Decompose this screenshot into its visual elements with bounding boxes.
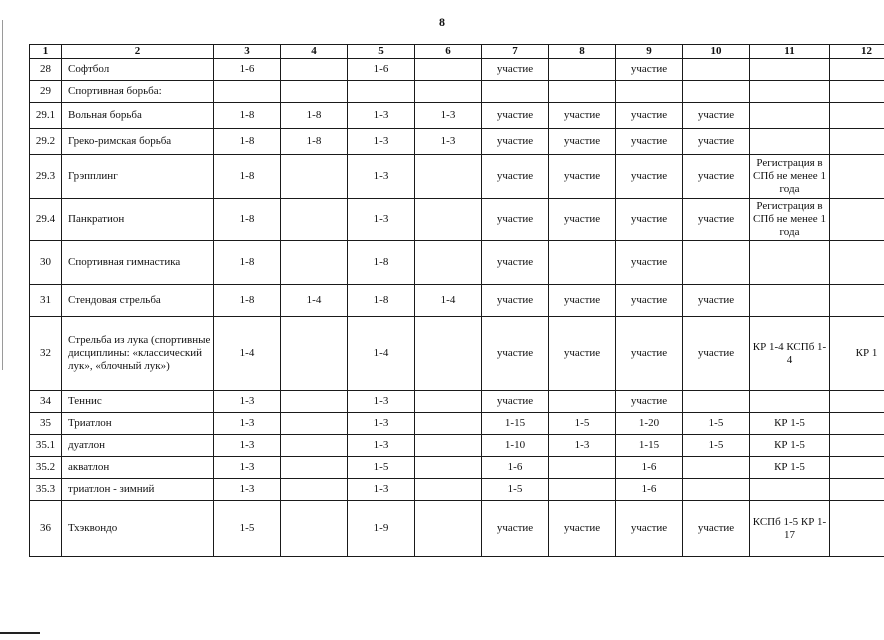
value-cell	[549, 457, 616, 479]
value-cell	[683, 479, 750, 501]
value-cell	[830, 413, 884, 435]
value-cell: участие	[482, 241, 549, 285]
value-cell: 1-5	[683, 435, 750, 457]
value-cell: участие	[616, 199, 683, 241]
value-cell: 1-5	[482, 479, 549, 501]
sport-name-cell: Стрельба из лука (спортивные дисциплины: «классический лук», «блочный лук»)	[62, 317, 214, 391]
value-cell	[281, 155, 348, 199]
header-cell: 4	[281, 45, 348, 59]
value-cell: участие	[683, 501, 750, 557]
value-cell	[415, 155, 482, 199]
value-cell	[281, 479, 348, 501]
value-cell	[281, 59, 348, 81]
value-cell	[415, 457, 482, 479]
row-number-cell: 28	[30, 59, 62, 81]
value-cell: 1-3	[214, 391, 281, 413]
sport-name-cell: Стендовая стрельба	[62, 285, 214, 317]
value-cell: КР 1-5	[750, 457, 830, 479]
value-cell: Регистрация в СПб не менее 1 года	[750, 199, 830, 241]
table-row	[30, 59, 884, 81]
header-cell: 7	[482, 45, 549, 59]
value-cell	[830, 501, 884, 557]
value-cell	[683, 457, 750, 479]
value-cell: участие	[616, 59, 683, 81]
value-cell	[281, 81, 348, 103]
value-cell	[348, 81, 415, 103]
value-cell: 1-6	[348, 59, 415, 81]
sport-name-cell: акватлон	[62, 457, 214, 479]
value-cell	[281, 435, 348, 457]
value-cell: 1-5	[348, 457, 415, 479]
sport-name-cell: Теннис	[62, 391, 214, 413]
row-number-cell: 31	[30, 285, 62, 317]
value-cell	[549, 81, 616, 103]
sport-name-cell: Тхэквондо	[62, 501, 214, 557]
value-cell: участие	[683, 317, 750, 391]
value-cell: участие	[616, 241, 683, 285]
value-cell: участие	[683, 103, 750, 129]
value-cell	[830, 479, 884, 501]
value-cell: участие	[482, 391, 549, 413]
value-cell: 1-6	[616, 457, 683, 479]
value-cell: участие	[549, 155, 616, 199]
value-cell: 1-8	[348, 241, 415, 285]
value-cell: участие	[616, 103, 683, 129]
value-cell: 1-3	[415, 103, 482, 129]
header-cell: 12	[830, 45, 884, 59]
value-cell: 1-15	[616, 435, 683, 457]
value-cell: участие	[549, 317, 616, 391]
header-cell: 11	[750, 45, 830, 59]
value-cell: участие	[482, 59, 549, 81]
value-cell: участие	[482, 285, 549, 317]
value-cell	[750, 285, 830, 317]
value-cell: 1-6	[214, 59, 281, 81]
header-cell: 2	[62, 45, 214, 59]
value-cell: 1-5	[549, 413, 616, 435]
value-cell: участие	[683, 199, 750, 241]
value-cell	[750, 241, 830, 285]
value-cell: участие	[549, 103, 616, 129]
sport-name-cell: Софтбол	[62, 59, 214, 81]
value-cell: 1-3	[348, 155, 415, 199]
value-cell: 1-3	[348, 391, 415, 413]
table-row	[30, 317, 884, 391]
value-cell	[281, 199, 348, 241]
sport-name-cell: Триатлон	[62, 413, 214, 435]
table-row	[30, 241, 884, 285]
value-cell: КР 1-5	[750, 435, 830, 457]
row-number-cell: 29	[30, 81, 62, 103]
page-number: 8	[439, 15, 445, 29]
value-cell: участие	[616, 317, 683, 391]
row-number-cell: 30	[30, 241, 62, 285]
row-number-cell: 29.1	[30, 103, 62, 129]
value-cell	[415, 241, 482, 285]
value-cell: участие	[683, 155, 750, 199]
value-cell: участие	[482, 317, 549, 391]
sport-name-cell: Спортивная гимнастика	[62, 241, 214, 285]
value-cell	[830, 199, 884, 241]
value-cell: 1-4	[348, 317, 415, 391]
table-row	[30, 435, 884, 457]
value-cell: 1-3	[214, 479, 281, 501]
sport-name-cell: Грэпплинг	[62, 155, 214, 199]
scan-edge-line	[2, 20, 3, 370]
value-cell	[281, 413, 348, 435]
value-cell: 1-9	[348, 501, 415, 557]
value-cell: 1-8	[214, 103, 281, 129]
value-cell: участие	[549, 129, 616, 155]
value-cell	[830, 241, 884, 285]
value-cell	[415, 413, 482, 435]
value-cell: участие	[683, 285, 750, 317]
row-number-cell: 29.2	[30, 129, 62, 155]
value-cell: 1-5	[683, 413, 750, 435]
value-cell	[415, 59, 482, 81]
value-cell: 1-3	[214, 413, 281, 435]
value-cell: участие	[482, 199, 549, 241]
value-cell	[830, 285, 884, 317]
value-cell: участие	[683, 129, 750, 155]
value-cell: участие	[549, 501, 616, 557]
value-cell	[549, 391, 616, 413]
sport-name-cell: триатлон - зимний	[62, 479, 214, 501]
value-cell: участие	[482, 103, 549, 129]
value-cell	[830, 435, 884, 457]
value-cell: участие	[616, 391, 683, 413]
table-row	[30, 391, 884, 413]
value-cell: участие	[616, 155, 683, 199]
table-row	[30, 81, 884, 103]
value-cell: 1-8	[214, 199, 281, 241]
header-cell: 5	[348, 45, 415, 59]
table-row	[30, 199, 884, 241]
value-cell	[750, 391, 830, 413]
value-cell	[830, 59, 884, 81]
value-cell: 1-4	[281, 285, 348, 317]
value-cell: КСПб 1-5 КР 1-17	[750, 501, 830, 557]
value-cell: 1-8	[214, 241, 281, 285]
value-cell: КР 1-4 КСПб 1-4	[750, 317, 830, 391]
row-number-cell: 29.4	[30, 199, 62, 241]
value-cell	[214, 81, 281, 103]
value-cell: 1-6	[482, 457, 549, 479]
sport-name-cell: Спортивная борьба:	[62, 81, 214, 103]
row-number-cell: 34	[30, 391, 62, 413]
value-cell	[281, 241, 348, 285]
row-number-cell: 35.2	[30, 457, 62, 479]
row-number-cell: 35	[30, 413, 62, 435]
value-cell: 1-8	[214, 129, 281, 155]
value-cell: участие	[482, 155, 549, 199]
value-cell	[830, 457, 884, 479]
value-cell	[281, 501, 348, 557]
sport-name-cell: дуатлон	[62, 435, 214, 457]
value-cell	[281, 317, 348, 391]
header-cell: 3	[214, 45, 281, 59]
value-cell	[281, 457, 348, 479]
value-cell: 1-20	[616, 413, 683, 435]
value-cell	[415, 81, 482, 103]
value-cell: 1-3	[549, 435, 616, 457]
value-cell: 1-6	[616, 479, 683, 501]
value-cell: 1-15	[482, 413, 549, 435]
value-cell: КР 1	[830, 317, 884, 391]
value-cell: 1-3	[348, 199, 415, 241]
header-cell: 8	[549, 45, 616, 59]
value-cell	[683, 81, 750, 103]
sports-table	[29, 44, 884, 557]
value-cell: 1-8	[281, 129, 348, 155]
value-cell: 1-3	[348, 413, 415, 435]
value-cell	[830, 391, 884, 413]
value-cell	[616, 81, 683, 103]
value-cell	[415, 391, 482, 413]
value-cell	[549, 241, 616, 285]
table-row	[30, 501, 884, 557]
value-cell: участие	[549, 199, 616, 241]
sport-name-cell: Вольная борьба	[62, 103, 214, 129]
value-cell	[750, 103, 830, 129]
table-row	[30, 413, 884, 435]
value-cell	[415, 199, 482, 241]
header-row	[30, 45, 884, 59]
value-cell: Регистрация в СПб не менее 1 года	[750, 155, 830, 199]
value-cell: участие	[482, 501, 549, 557]
value-cell	[750, 479, 830, 501]
value-cell: 1-8	[214, 155, 281, 199]
value-cell	[549, 59, 616, 81]
value-cell	[830, 155, 884, 199]
header-cell: 1	[30, 45, 62, 59]
value-cell: 1-3	[348, 435, 415, 457]
value-cell: 1-3	[348, 479, 415, 501]
value-cell: 1-3	[214, 435, 281, 457]
value-cell: 1-8	[214, 285, 281, 317]
value-cell	[415, 435, 482, 457]
header-cell: 10	[683, 45, 750, 59]
scan-margin-mark	[0, 632, 40, 634]
row-number-cell: 29.3	[30, 155, 62, 199]
value-cell	[750, 81, 830, 103]
value-cell	[830, 103, 884, 129]
table-row	[30, 155, 884, 199]
value-cell	[683, 241, 750, 285]
value-cell	[830, 81, 884, 103]
value-cell	[750, 59, 830, 81]
value-cell	[750, 129, 830, 155]
value-cell: участие	[482, 129, 549, 155]
row-number-cell: 32	[30, 317, 62, 391]
value-cell: 1-3	[214, 457, 281, 479]
value-cell	[415, 317, 482, 391]
value-cell	[549, 479, 616, 501]
value-cell: участие	[616, 129, 683, 155]
table-row	[30, 129, 884, 155]
value-cell: 1-3	[348, 103, 415, 129]
value-cell: КР 1-5	[750, 413, 830, 435]
value-cell: участие	[616, 285, 683, 317]
value-cell	[830, 129, 884, 155]
value-cell: 1-4	[214, 317, 281, 391]
value-cell: участие	[616, 501, 683, 557]
row-number-cell: 35.1	[30, 435, 62, 457]
table-row	[30, 285, 884, 317]
header-cell: 9	[616, 45, 683, 59]
row-number-cell: 35.3	[30, 479, 62, 501]
value-cell	[415, 501, 482, 557]
value-cell: участие	[549, 285, 616, 317]
value-cell: 1-3	[415, 129, 482, 155]
value-cell: 1-4	[415, 285, 482, 317]
header-cell: 6	[415, 45, 482, 59]
value-cell: 1-10	[482, 435, 549, 457]
table-row	[30, 479, 884, 501]
value-cell: 1-3	[348, 129, 415, 155]
value-cell	[415, 479, 482, 501]
value-cell	[281, 391, 348, 413]
table-row	[30, 103, 884, 129]
sport-name-cell: Панкратион	[62, 199, 214, 241]
value-cell: 1-5	[214, 501, 281, 557]
value-cell: 1-8	[348, 285, 415, 317]
value-cell	[683, 59, 750, 81]
value-cell	[482, 81, 549, 103]
table-row	[30, 457, 884, 479]
value-cell	[683, 391, 750, 413]
sport-name-cell: Греко-римская борьба	[62, 129, 214, 155]
row-number-cell: 36	[30, 501, 62, 557]
value-cell: 1-8	[281, 103, 348, 129]
